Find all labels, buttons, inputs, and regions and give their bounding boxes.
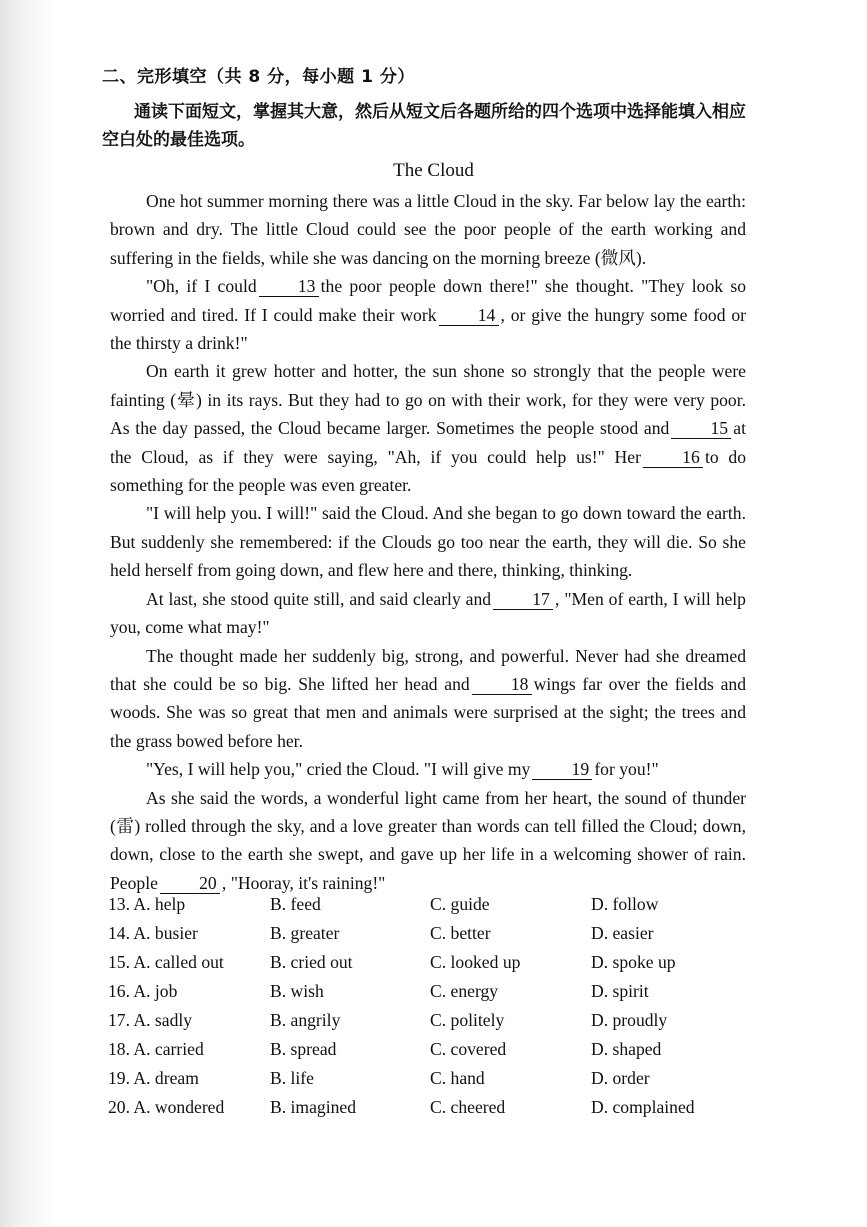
passage-paragraph <box>110 755 746 783</box>
option-choice[interactable]: 16. A. job <box>108 981 178 1001</box>
option-choice[interactable]: D. complained <box>591 1097 695 1117</box>
option-choice[interactable]: B. cried out <box>270 952 353 972</box>
option-choice[interactable]: B. greater <box>270 923 340 943</box>
option-choice[interactable]: C. energy <box>430 981 499 1001</box>
option-choice[interactable]: 20. A. wondered <box>108 1097 225 1117</box>
option-choice[interactable]: B. angrily <box>270 1010 341 1030</box>
option-choice[interactable]: B. wish <box>270 981 324 1001</box>
option-choice[interactable]: 14. A. busier <box>108 923 198 943</box>
question-option-row <box>108 952 748 981</box>
question-option-row <box>108 923 748 952</box>
option-choice[interactable]: C. hand <box>430 1068 485 1088</box>
passage-text: One hot summer morning there was a little Cloud in the sky. Far below lay the earth: brown and dry. The little Cloud could see the poor people of the earth working and suffering in the fields, while she was dancing on the morning breeze (微风). <box>110 191 746 268</box>
passage-paragraph <box>110 784 746 898</box>
passage-text: for you!" <box>594 759 659 780</box>
passage-paragraph <box>110 585 746 642</box>
passage-paragraph <box>110 642 746 756</box>
option-choice[interactable]: D. proudly <box>591 1010 668 1030</box>
question-option-row <box>108 1010 748 1039</box>
question-option-row <box>108 1039 748 1068</box>
passage-text: , "Hooray, it's raining!" <box>221 872 386 893</box>
option-choice[interactable]: B. life <box>270 1068 314 1088</box>
section-instructions: 通读下面短文，掌握其大意，然后从短文后各题所给的四个选项中选择能填入相应空白处的最佳选项。 <box>102 102 746 150</box>
option-choice[interactable]: D. spoke up <box>591 952 676 972</box>
passage-text: "Yes, I will help you," cried the Cloud. "I will give my <box>146 759 531 780</box>
passage-text: , "Men of earth, I will help you, come what may!" <box>110 588 746 638</box>
blank-16[interactable]: 16 <box>643 448 703 468</box>
blank-18[interactable]: 18 <box>472 675 532 695</box>
option-choice[interactable]: C. cheered <box>430 1097 506 1117</box>
option-choice[interactable]: B. imagined <box>270 1097 357 1117</box>
option-choice[interactable]: C. politely <box>430 1010 505 1030</box>
option-choice[interactable]: D. easier <box>591 923 654 943</box>
passage-text: "I will help you. I will!" said the Cloud. And she began to go down toward the earth. But suddenly she remembered: if the Clouds go too near the earth, they will die. So she held herself from going down, and flew here and there, thinking, thinking. <box>110 503 746 581</box>
passage-paragraph <box>110 272 746 357</box>
blank-14[interactable]: 14 <box>439 306 499 326</box>
blank-20[interactable]: 20 <box>160 874 220 894</box>
blank-17[interactable]: 17 <box>493 590 553 610</box>
question-option-row <box>108 894 748 923</box>
option-choice[interactable]: C. better <box>430 923 491 943</box>
passage-text: At last, she stood quite still, and said clearly and <box>146 588 492 609</box>
passage-paragraph <box>110 357 746 499</box>
passage-paragraph <box>110 499 746 584</box>
passage <box>110 187 746 897</box>
option-choice[interactable]: D. order <box>591 1068 650 1088</box>
option-choice[interactable]: 15. A. called out <box>108 952 224 972</box>
question-option-row <box>108 1068 748 1097</box>
passage-text: the poor people down there!" she thought. "They look so worried and tired. If I could make their work <box>110 276 746 325</box>
passage-paragraph <box>110 187 746 272</box>
passage-text: , or give the hungry some food or the thirsty a drink!" <box>110 304 747 354</box>
blank-15[interactable]: 15 <box>671 419 731 439</box>
passage-text: The thought made her suddenly big, strong, and powerful. Never had she dreamed that she could be so big. She lifted her head and <box>110 645 746 694</box>
option-choice[interactable]: B. spread <box>270 1039 337 1059</box>
option-choice[interactable]: 13. A. help <box>108 894 186 914</box>
blank-13[interactable]: 13 <box>259 277 319 297</box>
option-choice[interactable]: 19. A. dream <box>108 1068 199 1088</box>
passage-text: "Oh, if I could <box>146 276 257 297</box>
option-choice[interactable]: C. covered <box>430 1039 507 1059</box>
question-option-row <box>108 1097 748 1126</box>
option-choice[interactable]: D. follow <box>591 894 659 914</box>
passage-text: As she said the words, a wonderful light came from her heart, the sound of thunder (雷) rolled through the sky, and a love greater than words can tell filled the Cloud; down, down, close to the earth she swept, and gave up her life in a welcoming shower of rain. People <box>110 787 746 893</box>
passage-text: wings far over the fields and woods. She was so great that men and animals were surprised at the sight; the trees and the grass bowed before her. <box>110 673 746 751</box>
story-title: The Cloud <box>393 160 474 181</box>
option-choice[interactable]: D. shaped <box>591 1039 662 1059</box>
passage-text: to do something for the people was even greater. <box>110 446 746 496</box>
option-choice[interactable]: D. spirit <box>591 981 649 1001</box>
question-option-row <box>108 981 748 1010</box>
passage-text: On earth it grew hotter and hotter, the sun shone so strongly that the people were fainting (晕) in its rays. But they had to go on with their work, for they were very poor. As the day passed, the Cloud became larger. Sometimes the people stood and <box>110 361 746 439</box>
option-choice[interactable]: 18. A. carried <box>108 1039 204 1059</box>
blank-19[interactable]: 19 <box>532 760 592 780</box>
option-choice[interactable]: B. feed <box>270 894 321 914</box>
answer-options <box>108 894 748 1126</box>
section-heading: 二、完形填空（共 8 分，每小题 1 分） <box>102 67 415 87</box>
option-choice[interactable]: C. looked up <box>430 952 521 972</box>
option-choice[interactable]: C. guide <box>430 894 490 914</box>
option-choice[interactable]: 17. A. sadly <box>108 1010 193 1030</box>
passage-text: at the Cloud, as if they were saying, "Ah, if you could help us!" Her <box>110 418 746 467</box>
